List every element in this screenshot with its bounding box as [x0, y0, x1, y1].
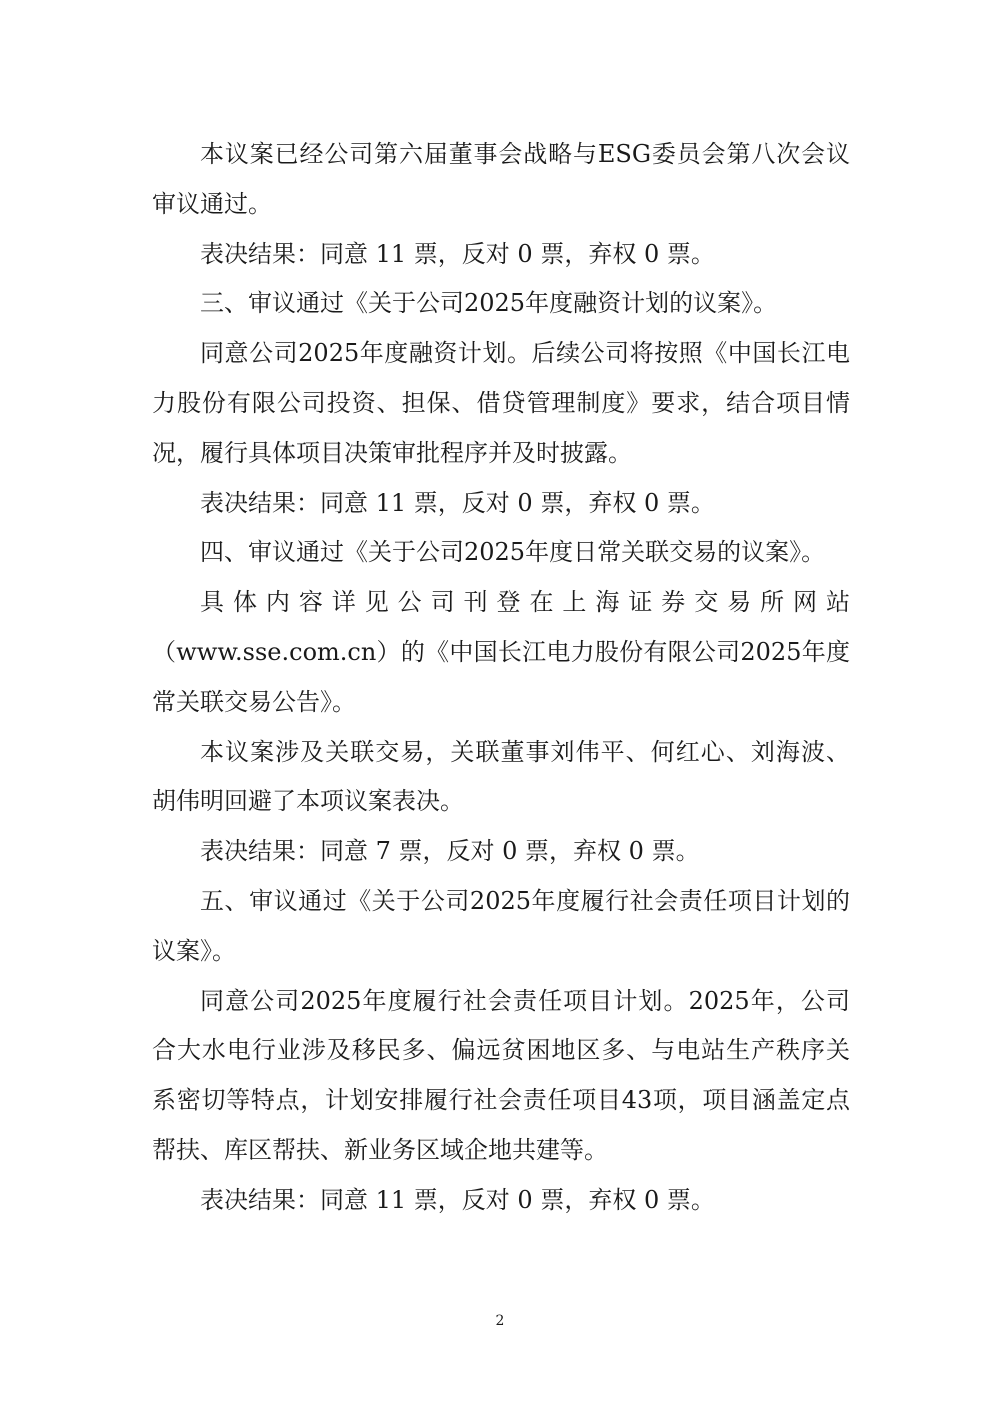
text-line: 系密切等特点，计划安排履行社会责任项目43项，项目涵盖定点	[152, 1086, 850, 1115]
text-line: 具体内容详见公司刊登在上海证券交易所网站	[200, 588, 850, 617]
text-line: 胡伟明回避了本项议案表决。	[152, 787, 464, 816]
document-body	[152, 130, 850, 1226]
text-line: 况，履行具体项目决策审批程序并及时披露。	[152, 438, 632, 467]
text-line: 三、审议通过《关于公司2025年度融资计划的议案》。	[200, 289, 778, 318]
text-line: 表决结果：同意 11 票，反对 0 票，弃权 0 票。	[200, 488, 715, 517]
text-line: 议案》。	[152, 936, 236, 965]
text-line: 帮扶、库区帮扶、新业务区域企地共建等。	[152, 1135, 608, 1164]
text-line: 表决结果：同意 11 票，反对 0 票，弃权 0 票。	[200, 239, 715, 268]
text-line: 表决结果：同意 11 票，反对 0 票，弃权 0 票。	[200, 1185, 715, 1214]
text-line: 同意公司2025年度履行社会责任项目计划。2025年，公司	[200, 986, 850, 1015]
text-line: 审议通过。	[152, 189, 272, 218]
text-line: 五、审议通过《关于公司2025年度履行社会责任项目计划的	[200, 886, 850, 915]
text-line: 四、审议通过《关于公司2025年度日常关联交易的议案》。	[200, 538, 826, 567]
text-line: 本议案已经公司第六届董事会战略与ESG委员会第八次会议	[200, 140, 850, 168]
text-line: 表决结果：同意 7 票，反对 0 票，弃权 0 票。	[200, 837, 700, 866]
text-line: 力股份有限公司投资、担保、借贷管理制度》要求，结合项目情	[152, 388, 850, 417]
text-line: 合大水电行业涉及移民多、偏远贫困地区多、与电站生产秩序关	[152, 1036, 850, 1065]
text-line: 本议案涉及关联交易，关联董事刘伟平、何红心、刘海波、	[200, 737, 850, 766]
page-number: 2	[495, 1313, 505, 1329]
text-line: 常关联交易公告》。	[152, 687, 356, 716]
text-line: （www.sse.com.cn）的《中国长江电力股份有限公司2025年度	[152, 637, 850, 666]
text-line: 同意公司2025年度融资计划。后续公司将按照《中国长江电	[200, 339, 850, 368]
